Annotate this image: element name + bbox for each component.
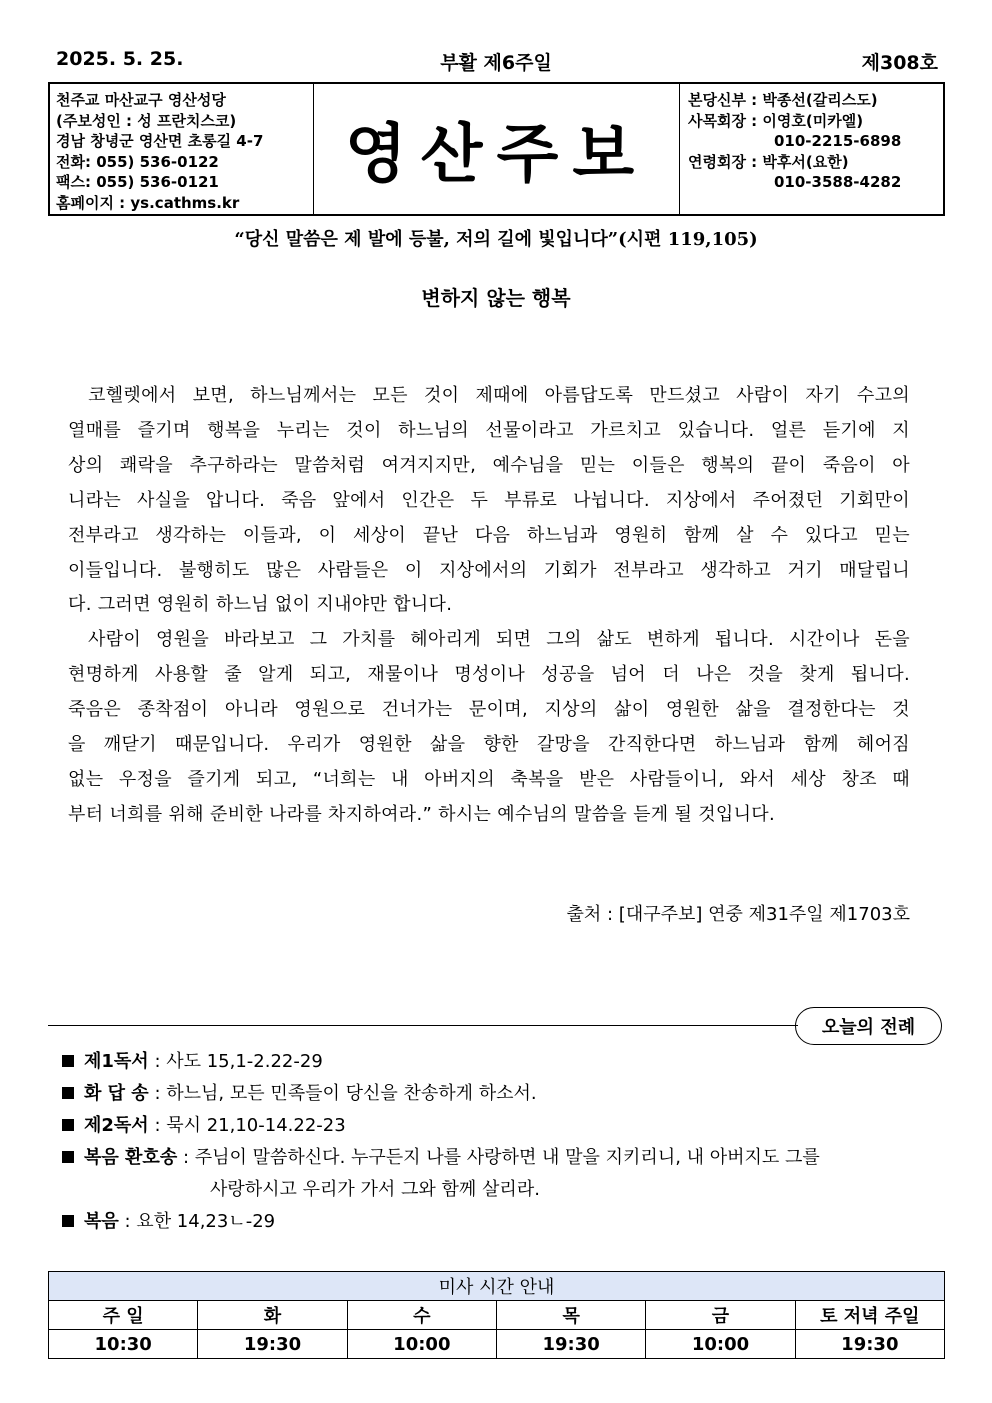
liturgy-text: : 사도 15,1-2.22-29	[154, 1051, 323, 1072]
mass-day: 금	[646, 1301, 795, 1330]
parish-line: 천주교 마산교구 영산성당	[56, 91, 226, 109]
mass-day: 화	[198, 1301, 347, 1330]
article-line: 상의 쾌락을 추구하라는 말씀처럼 여겨지지만, 예수님을 믿는 이들은 행복의 끝이 죽음이 아	[68, 454, 910, 476]
article-line: 사람이 영원을 바라보고 그 가치를 헤아리게 되면 그의 삶도 변하게 됩니다. 시간이나 돈을	[88, 629, 910, 651]
article-title: 변하지 않는 행복	[421, 286, 571, 310]
liturgy-text: 사랑하시고 우리가 가서 그와 함께 살리라.	[210, 1179, 540, 1200]
parish-line: 전화: 055) 536-0122	[56, 152, 219, 171]
mass-schedule-table	[48, 1271, 945, 1359]
liturgical-week: 부활 제6주일	[440, 52, 552, 74]
liturgy-label: 복음	[84, 1211, 119, 1232]
bullet-square-icon	[62, 1087, 74, 1099]
liturgy-item	[210, 1175, 540, 1201]
scripture-quote: “당신 말씀은 제 발에 등불, 저의 길에 빛입니다”(시편 119,105)	[234, 229, 758, 250]
staff-line: 사목회장 : 이영호(미카엘)	[688, 111, 864, 130]
mass-table-title: 미사 시간 안내	[49, 1272, 945, 1301]
liturgy-text: : 묵시 21,10-14.22-23	[154, 1115, 346, 1136]
mass-time: 19:30	[198, 1330, 347, 1359]
liturgy-item	[62, 1047, 323, 1073]
article-line: 을 깨닫기 때문입니다. 우리가 영원한 삶을 향한 갈망을 간직한다면 하느님과 함께 헤어짐	[68, 734, 910, 755]
liturgy-text: : 요한 14,23ㄴ-29	[124, 1211, 276, 1232]
mass-day: 토 저녁 주일	[795, 1301, 944, 1330]
staff-line: 본당신부 : 박종선(갈리스도)	[688, 91, 878, 109]
mass-time: 10:30	[49, 1330, 198, 1359]
bullet-square-icon	[62, 1055, 74, 1067]
parish-line: (주보성인 : 성 프란치스코)	[56, 111, 237, 130]
liturgy-heading: 오늘의 전례	[795, 1007, 942, 1045]
mass-day: 수	[347, 1301, 496, 1330]
liturgy-label: 복음 환호송	[84, 1147, 178, 1168]
bullet-square-icon	[62, 1151, 74, 1163]
liturgy-text: : 주님이 말씀하신다. 누구든지 나를 사랑하면 내 말을 지키리니, 내 아버지도 그를	[182, 1147, 820, 1168]
article-line: 현명하게 사용할 줄 알게 되고, 재물이나 명성이나 성공을 넘어 더 나은 것을 찾게 됩니다.	[68, 664, 910, 686]
parish-info	[50, 84, 314, 214]
bullet-square-icon	[62, 1119, 74, 1131]
liturgy-item	[62, 1143, 820, 1169]
parish-line: 경남 창녕군 영산면 초롱길 4-7	[56, 132, 264, 150]
article-line: 코헬렛에서 보면, 하느님께서는 모든 것이 제때에 아름답도록 만드셨고 사람이 자기 수고의	[88, 385, 910, 406]
liturgy-label: 제1독서	[84, 1051, 149, 1072]
liturgy-label: 화 답 송	[84, 1083, 149, 1104]
article-source: 출처 : [대구주보] 연중 제31주일 제1703호	[566, 904, 910, 925]
bullet-square-icon	[62, 1215, 74, 1227]
parish-line: 팩스: 055) 536-0121	[56, 173, 219, 191]
liturgy-item	[62, 1111, 346, 1137]
section-divider	[48, 1025, 798, 1026]
article-line: 다. 그러면 영원히 하느님 없이 지내야만 합니다.	[68, 594, 453, 616]
mass-time: 10:00	[646, 1330, 795, 1359]
article-line: 죽음은 종착점이 아니라 영원으로 건너가는 문이며, 지상의 삶이 영원한 삶을 결정한다는 것	[68, 699, 910, 721]
article-line: 부터 너희를 위해 준비한 나라를 차지하여라.” 하시는 예수님의 말씀을 듣게 될 것입니다.	[68, 803, 775, 825]
mass-time: 19:30	[496, 1330, 645, 1359]
issue-number: 제308호	[861, 52, 938, 74]
staff-phone: 010-3588-4282	[774, 173, 902, 191]
mass-day: 주 일	[49, 1301, 198, 1330]
article-line: 전부라고 생각하는 이들과, 이 세상이 끝난 다음 하느님과 영원히 함께 살 수 있다고 믿는	[68, 524, 910, 546]
mass-time: 19:30	[795, 1330, 944, 1359]
staff-info	[680, 84, 943, 214]
liturgy-item	[62, 1079, 537, 1105]
staff-line: 연령회장 : 박후서(요한)	[688, 152, 849, 171]
liturgy-item	[62, 1207, 275, 1233]
masthead-title: 영산주보	[314, 84, 680, 214]
date: 2025. 5. 25.	[56, 48, 184, 70]
mass-day: 목	[496, 1301, 645, 1330]
article-line: 이들입니다. 불행히도 많은 사람들은 이 지상에서의 기회가 전부라고 생각하고 거기 매달립니	[68, 559, 910, 581]
article-line: 니라는 사실을 압니다. 죽음 앞에서 인간은 두 부류로 나뉩니다. 지상에서 주어졌던 기회만이	[68, 489, 910, 511]
mass-time: 10:00	[347, 1330, 496, 1359]
article-line: 없는 우정을 즐기게 되고, “너희는 내 아버지의 축복을 받은 사람들이니, 와서 세상 창조 때	[68, 768, 910, 790]
masthead-box	[48, 82, 945, 216]
liturgy-label: 제2독서	[84, 1115, 149, 1136]
article-line: 열매를 즐기며 행복을 누리는 것이 하느님의 선물이라고 가르치고 있습니다. 얼른 듣기에 지	[68, 419, 910, 441]
liturgy-text: : 하느님, 모든 민족들이 당신을 찬송하게 하소서.	[154, 1083, 537, 1104]
parish-line: 홈페이지 : ys.cathms.kr	[56, 193, 240, 212]
staff-phone: 010-2215-6898	[774, 132, 902, 150]
